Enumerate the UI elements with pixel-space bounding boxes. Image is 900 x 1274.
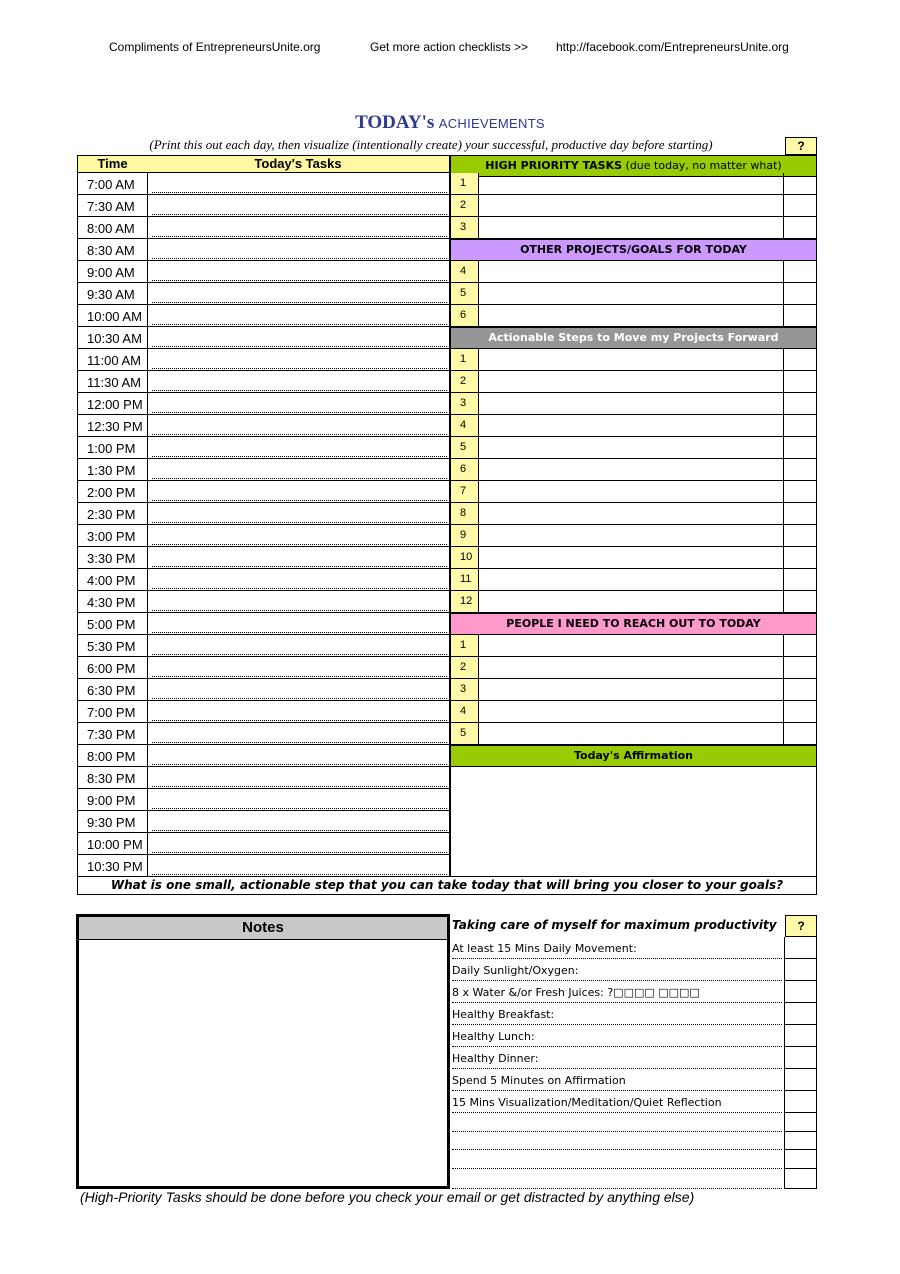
task-input-line[interactable] [152, 217, 447, 237]
high-priority-header-text: HIGH PRIORITY TASKS [485, 159, 623, 172]
time-label: 10:00 PM [78, 833, 148, 854]
numbered-row[interactable] [450, 195, 817, 217]
numbered-row[interactable] [450, 525, 817, 547]
time-label: 10:30 AM [78, 327, 148, 348]
self-care-item [450, 1113, 817, 1132]
time-row [77, 217, 450, 239]
time-row [77, 811, 450, 833]
time-label: 9:00 AM [78, 261, 148, 282]
time-row [77, 437, 450, 459]
self-care-label: Daily Sunlight/Oxygen: [452, 959, 782, 981]
self-care-item [450, 937, 817, 959]
check-header-self-care: ? [785, 915, 817, 937]
row-number: 4 [450, 415, 479, 436]
check-box[interactable] [784, 1169, 817, 1189]
check-box[interactable] [783, 349, 816, 370]
time-header: Time [77, 155, 148, 173]
numbered-row[interactable] [450, 217, 817, 239]
time-row [77, 701, 450, 723]
time-row [77, 503, 450, 525]
task-input-line[interactable] [152, 767, 447, 787]
task-input-line[interactable] [152, 591, 447, 611]
time-row [77, 327, 450, 349]
row-number: 5 [450, 723, 479, 744]
notes-box[interactable] [76, 914, 450, 1189]
self-care-label [452, 1132, 782, 1150]
row-number: 3 [450, 393, 479, 414]
self-care-label: Healthy Dinner: [452, 1047, 782, 1069]
numbered-row[interactable] [450, 547, 817, 569]
check-box[interactable] [783, 217, 816, 238]
numbered-row[interactable] [450, 437, 817, 459]
people-header [450, 613, 817, 635]
affirmation-area[interactable] [450, 766, 817, 876]
time-row [77, 459, 450, 481]
time-label: 7:00 PM [78, 701, 148, 722]
time-row [77, 547, 450, 569]
other-projects-header-text: OTHER PROJECTS/GOALS FOR TODAY [520, 243, 747, 256]
task-input-line[interactable] [152, 173, 447, 193]
task-input-line[interactable] [152, 481, 447, 501]
task-input-line[interactable] [152, 327, 447, 347]
self-care-label [452, 1169, 782, 1189]
self-care-item [450, 1003, 817, 1025]
self-care-item [450, 1169, 817, 1189]
people-header-text: PEOPLE I NEED TO REACH OUT TO TODAY [506, 617, 761, 630]
time-row [77, 635, 450, 657]
task-input-line[interactable] [152, 679, 447, 699]
numbered-row[interactable] [450, 459, 817, 481]
row-number: 8 [450, 503, 479, 524]
task-input-line[interactable] [152, 723, 447, 743]
time-label: 12:00 PM [78, 393, 148, 414]
numbered-row[interactable] [450, 679, 817, 701]
time-row [77, 591, 450, 613]
task-input-line[interactable] [152, 437, 447, 457]
numbered-row[interactable] [450, 569, 817, 591]
self-care-item [450, 1047, 817, 1069]
row-number: 12 [450, 591, 479, 612]
numbered-row[interactable] [450, 261, 817, 283]
time-label: 2:30 PM [78, 503, 148, 524]
check-box[interactable] [783, 415, 816, 436]
time-label: 11:00 AM [78, 349, 148, 370]
time-row [77, 393, 450, 415]
time-label: 9:00 PM [78, 789, 148, 810]
task-input-line[interactable] [152, 789, 447, 809]
time-label: 7:30 AM [78, 195, 148, 216]
self-care-item [450, 959, 817, 981]
check-box[interactable] [783, 459, 816, 480]
row-number: 7 [450, 481, 479, 502]
time-label: 7:30 PM [78, 723, 148, 744]
time-row [77, 767, 450, 789]
task-input-line[interactable] [152, 745, 447, 765]
check-box[interactable] [783, 305, 816, 326]
check-box[interactable] [783, 173, 816, 194]
task-input-line[interactable] [152, 261, 447, 281]
row-number: 1 [450, 635, 479, 656]
self-care-item [450, 1025, 817, 1047]
task-input-line[interactable] [152, 283, 447, 303]
numbered-row[interactable] [450, 701, 817, 723]
page-subtitle: (Print this out each day, then visualize (intentionally create) your successful, productive day before starting) [149, 137, 713, 152]
check-box[interactable] [783, 481, 816, 502]
time-label: 3:00 PM [78, 525, 148, 546]
time-row [77, 305, 450, 327]
time-label: 9:30 AM [78, 283, 148, 304]
title-main: TODAY's [355, 112, 435, 133]
check-box[interactable] [783, 679, 816, 700]
check-box[interactable] [784, 959, 817, 981]
time-row [77, 349, 450, 371]
time-row [77, 723, 450, 745]
self-care-label: At least 15 Mins Daily Movement: [452, 937, 782, 959]
check-box[interactable] [783, 569, 816, 590]
task-input-line[interactable] [152, 701, 447, 721]
task-input-line[interactable] [152, 833, 447, 853]
notes-title: Notes [79, 917, 447, 940]
header-left: Compliments of EntrepreneursUnite.org [109, 40, 321, 54]
check-box[interactable] [783, 195, 816, 216]
check-box[interactable] [784, 1113, 817, 1132]
task-input-line[interactable] [152, 305, 447, 325]
time-label: 8:30 PM [78, 767, 148, 788]
time-row [77, 789, 450, 811]
check-box[interactable] [783, 591, 816, 612]
check-box[interactable] [784, 1069, 817, 1091]
check-box[interactable] [783, 261, 816, 282]
row-number: 6 [450, 459, 479, 480]
check-header-top: ? [785, 137, 817, 155]
time-row [77, 371, 450, 393]
check-box[interactable] [783, 283, 816, 304]
actionable-steps-header-text: Actionable Steps to Move my Projects Forward [488, 331, 779, 344]
time-row [77, 613, 450, 635]
check-box[interactable] [783, 723, 816, 744]
numbered-row[interactable] [450, 503, 817, 525]
time-label: 4:30 PM [78, 591, 148, 612]
numbered-row[interactable] [450, 173, 817, 195]
self-care-label: 8 x Water &/or Fresh Juices: ?□□□□ □□□□ [452, 981, 782, 1003]
row-number: 5 [450, 437, 479, 458]
time-row [77, 745, 450, 767]
page-title [0, 112, 900, 134]
time-label: 5:00 PM [78, 613, 148, 634]
task-input-line[interactable] [152, 415, 447, 435]
row-number: 1 [450, 173, 479, 194]
task-input-line[interactable] [152, 349, 447, 369]
task-input-line[interactable] [152, 195, 447, 215]
time-row [77, 481, 450, 503]
row-number: 3 [450, 679, 479, 700]
self-care-item [450, 1132, 817, 1150]
time-label: 6:00 PM [78, 657, 148, 678]
time-label: 10:30 PM [78, 855, 148, 876]
self-care-item [450, 1150, 817, 1169]
self-care-label: 15 Mins Visualization/Meditation/Quiet Reflection [452, 1091, 782, 1113]
time-row [77, 173, 450, 195]
time-label: 3:30 PM [78, 547, 148, 568]
numbered-row[interactable] [450, 591, 817, 613]
actionable-steps-header [450, 327, 817, 349]
time-label: 9:30 PM [78, 811, 148, 832]
row-number: 10 [450, 547, 479, 568]
check-box[interactable] [784, 1150, 817, 1169]
time-label: 11:30 AM [78, 371, 148, 392]
time-label: 6:30 PM [78, 679, 148, 700]
time-row [77, 855, 450, 877]
footer-note: (High-Priority Tasks should be done before you check your email or get distracted by anything else) [80, 1189, 695, 1205]
header-facebook-link[interactable]: http://facebook.com/EntrepreneursUnite.org [556, 40, 789, 54]
check-box[interactable] [783, 547, 816, 568]
numbered-row[interactable] [450, 305, 817, 327]
time-label: 1:00 PM [78, 437, 148, 458]
numbered-row[interactable] [450, 283, 817, 305]
time-row [77, 833, 450, 855]
time-label: 8:00 AM [78, 217, 148, 238]
bottom-question: What is one small, actionable step that you can take today that will bring you closer to your goals? [77, 876, 817, 895]
self-care-label [452, 1150, 782, 1169]
row-number: 2 [450, 195, 479, 216]
task-input-line[interactable] [152, 371, 447, 391]
row-number: 3 [450, 217, 479, 238]
task-input-line[interactable] [152, 459, 447, 479]
task-input-line[interactable] [152, 855, 447, 875]
time-label: 8:30 AM [78, 239, 148, 260]
high-priority-header-note: (due today, no matter what) [622, 159, 782, 172]
affirmation-header-text: Today's Affirmation [574, 749, 693, 762]
row-number: 9 [450, 525, 479, 546]
check-box[interactable] [783, 657, 816, 678]
check-box[interactable] [783, 437, 816, 458]
check-box[interactable] [784, 1091, 817, 1113]
numbered-row[interactable] [450, 481, 817, 503]
check-box[interactable] [784, 1132, 817, 1150]
row-number: 6 [450, 305, 479, 326]
check-box[interactable] [784, 1003, 817, 1025]
affirmation-header [450, 745, 817, 767]
check-box[interactable] [783, 635, 816, 656]
numbered-row[interactable] [450, 635, 817, 657]
time-label: 7:00 AM [78, 173, 148, 194]
time-row [77, 283, 450, 305]
numbered-row[interactable] [450, 371, 817, 393]
time-row [77, 525, 450, 547]
self-care-title: Taking care of myself for maximum productivity [452, 918, 777, 932]
time-row [77, 261, 450, 283]
check-box[interactable] [784, 1025, 817, 1047]
check-box[interactable] [783, 525, 816, 546]
task-input-line[interactable] [152, 613, 447, 633]
self-care-label: Healthy Breakfast: [452, 1003, 782, 1025]
check-box[interactable] [783, 503, 816, 524]
self-care-item [450, 1069, 817, 1091]
check-box[interactable] [783, 701, 816, 722]
numbered-row[interactable] [450, 349, 817, 371]
time-label: 5:30 PM [78, 635, 148, 656]
time-row [77, 657, 450, 679]
time-label: 10:00 AM [78, 305, 148, 326]
header-checklists-link[interactable]: Get more action checklists >> [370, 40, 529, 54]
task-input-line[interactable] [152, 635, 447, 655]
numbered-row[interactable] [450, 415, 817, 437]
task-input-line[interactable] [152, 239, 447, 259]
time-label: 2:00 PM [78, 481, 148, 502]
time-row [77, 195, 450, 217]
check-box[interactable] [784, 937, 817, 959]
numbered-row[interactable] [450, 393, 817, 415]
task-input-line[interactable] [152, 547, 447, 567]
numbered-row[interactable] [450, 657, 817, 679]
time-row [77, 239, 450, 261]
check-box[interactable] [784, 981, 817, 1003]
time-row [77, 569, 450, 591]
self-care-label: Healthy Lunch: [452, 1025, 782, 1047]
time-label: 1:30 PM [78, 459, 148, 480]
time-label: 8:00 PM [78, 745, 148, 766]
task-input-line[interactable] [152, 503, 447, 523]
numbered-row[interactable] [450, 723, 817, 745]
task-input-line[interactable] [152, 657, 447, 677]
check-box[interactable] [784, 1047, 817, 1069]
time-row [77, 679, 450, 701]
check-box[interactable] [783, 393, 816, 414]
row-number: 2 [450, 657, 479, 678]
row-number: 2 [450, 371, 479, 392]
other-projects-header [450, 239, 817, 261]
row-number: 4 [450, 701, 479, 722]
task-input-line[interactable] [152, 393, 447, 413]
tasks-header: Today's Tasks [147, 155, 450, 173]
self-care-label: Spend 5 Minutes on Affirmation [452, 1069, 782, 1091]
row-number: 5 [450, 283, 479, 304]
self-care-item [450, 1091, 817, 1113]
time-label: 4:00 PM [78, 569, 148, 590]
task-input-line[interactable] [152, 811, 447, 831]
self-care-label [452, 1113, 782, 1132]
time-row [77, 415, 450, 437]
row-number: 1 [450, 349, 479, 370]
task-input-line[interactable] [152, 569, 447, 589]
title-secondary: ACHIEVEMENTS [438, 116, 545, 131]
check-box[interactable] [783, 371, 816, 392]
row-number: 11 [450, 569, 479, 590]
self-care-item [450, 981, 817, 1003]
row-number: 4 [450, 261, 479, 282]
time-label: 12:30 PM [78, 415, 148, 436]
task-input-line[interactable] [152, 525, 447, 545]
